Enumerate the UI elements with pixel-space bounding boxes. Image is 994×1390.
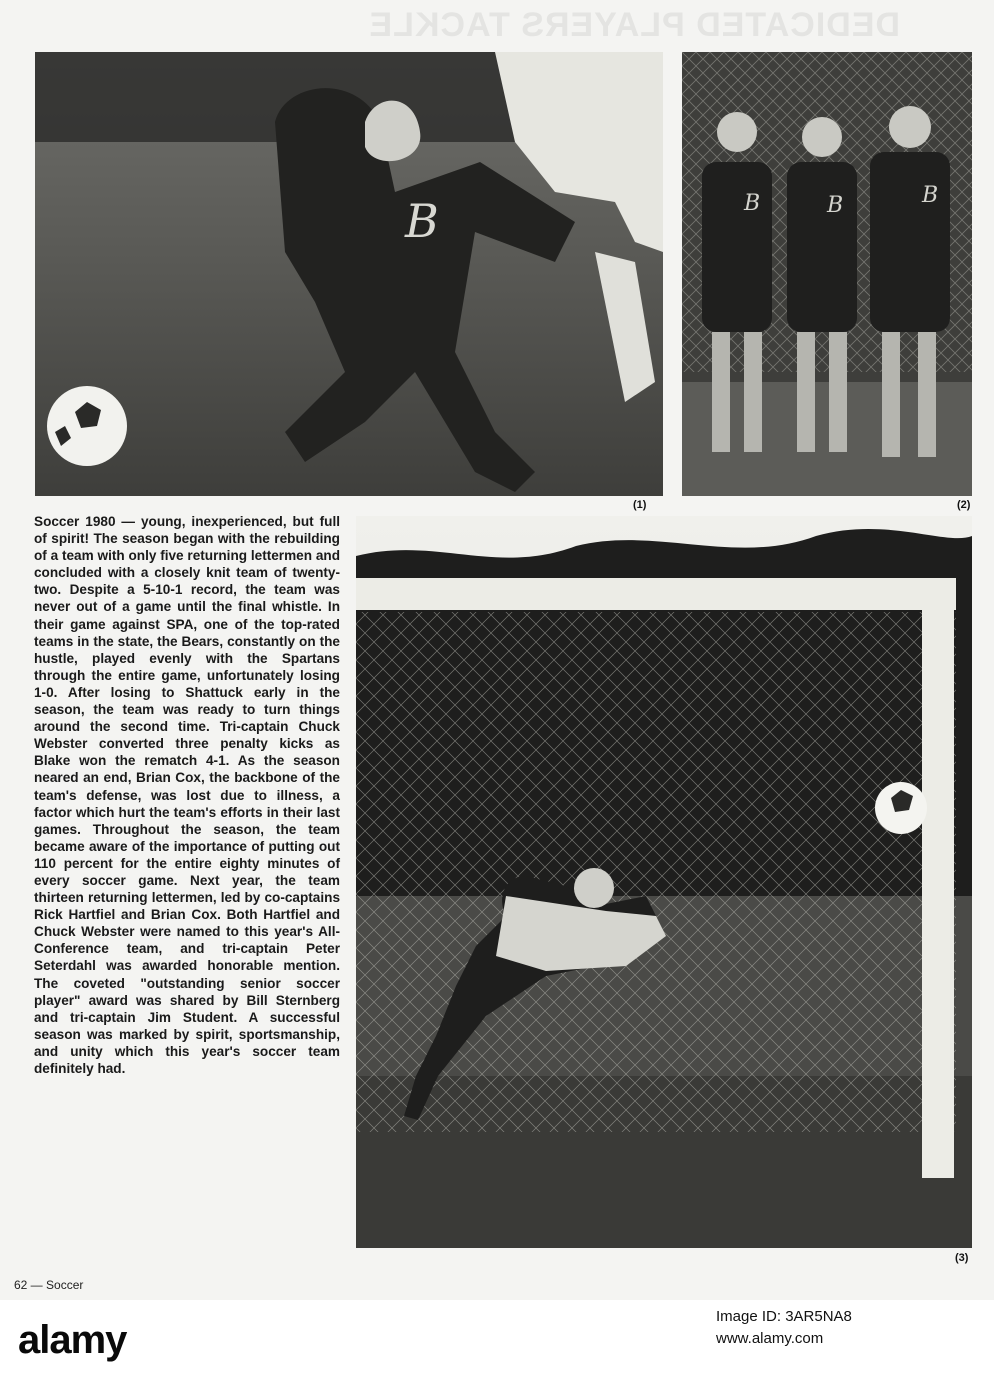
svg-text:B: B [827, 193, 844, 218]
watermark-footer [0, 1300, 994, 1390]
photo-three-captains [682, 52, 972, 496]
page-folio: 62 — Soccer [14, 1278, 84, 1292]
photo-goalkeeper-dive [356, 516, 972, 1248]
faded-heading: DEDICATED PLAYERS TACKLE [368, 6, 900, 44]
image-id-label: Image ID: 3AR5NA8 [716, 1308, 852, 1325]
photo-caption-2: (2) [957, 499, 971, 511]
photo-player-kicking [35, 52, 663, 496]
photo-caption-1: (1) [633, 499, 647, 511]
photo-caption-3: (3) [955, 1252, 969, 1264]
alamy-logo: alamy [18, 1318, 127, 1362]
svg-text:B: B [744, 191, 761, 216]
svg-text:B: B [405, 194, 439, 248]
footer-url: www.alamy.com [716, 1330, 824, 1347]
svg-text:B: B [922, 183, 939, 208]
article-body: Soccer 1980 — young, inexperienced, but full of spirit! The season began with the rebuilding of a team with only five returning lettermen and concluded with a closely knit team of twenty-two. Despite a 5-10-1 record, the team was never out of a game until the final whistle. In their game against SPA, one of the top-rated teams in the state, the Bears, constantly on the hustle, played evenly with the Spartans through the entire game, unfortunately losing 1-0. After losing to Shattuck early in the season, the team was ready to turn things around the second time. Tri-captain Chuck Webster converted three penalty kicks as Blake won the rematch 4-1. As the season neared an end, Brian Cox, the backbone of the team's defense, was lost due to illness, a factor which hurt the team's efforts in their last games. Throughout the season, the team became aware of the importance of putting out 110 percent for the entire eighty minutes of every soccer game. Next year, the team thirteen returning lettermen, led by co-captains Rick Hartfiel and Brian Cox. Both Hartfiel and Chuck Webster were named to this year's All-Conference team, and tri-captain Peter Seterdahl was awarded honorable mention. The coveted "outstanding senior soccer player" award was shared by Bill Sternberg and tri-captain Jim Student. A successful season was marked by spirit, sportsmanship, and unity which this year's soccer team definitely had. [34, 514, 340, 1076]
